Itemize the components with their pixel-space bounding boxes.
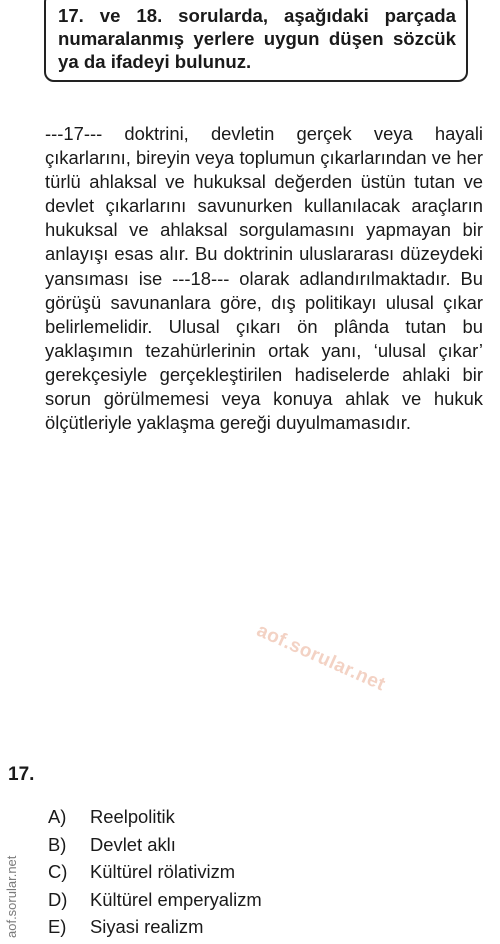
question-number: 17. [8, 764, 35, 785]
option-text: Kültürel emperyalizm [90, 888, 262, 910]
option-d[interactable] [48, 886, 262, 914]
option-letter: D) [48, 888, 68, 910]
option-letter: A) [48, 806, 67, 827]
option-letter: C) [48, 861, 68, 882]
option-text: Kültürel rölativizm [90, 861, 236, 882]
instruction-box [44, 0, 468, 82]
option-b[interactable] [48, 831, 262, 859]
option-c[interactable] [48, 858, 262, 886]
instruction-text: 17. ve 18. sorularda, aşağıdaki parçada numaralanmış yerlere uygun düşen sözcük ya da ifadeyi bulunuz. [58, 5, 456, 72]
option-letter: B) [48, 833, 67, 855]
reading-passage: ---17--- doktrini, devletin gerçek veya hayali çıkarlarını, bireyin veya toplumun çıkarlarından ve her türlü ahlaksal ve hukuksal değerden üstün tutan ve devlet çıkarlarını savunurken kullanılacak araçların hukuksal ve ahlaksal sorgulamasını yapmayan bir anlayışı esas alır. Bu doktrinin uluslararası düzeydeki yansıması ise ---18--- olarak adlandırılmaktadır. Bu görüşü savunanlara göre, dış politikayı ulusal çıkar belirlemelidir. Ulusal çıkarı ön plânda tutan bu yaklaşımın tezahürlerinin ortak yanı, ‘ulusal çıkar’ gerekçesiyle gerçekleştirilen hadiselerde ahlaki bir sorun görülmemesi veya konuya ahlak ve hukuk ölçütleriyle yaklaşma gereği duyulmamasıdır. [45, 123, 483, 434]
answer-options [48, 803, 262, 941]
side-watermark: aof.sorular.net [4, 855, 19, 938]
option-e[interactable] [48, 913, 262, 941]
option-text: Reelpolitik [90, 806, 175, 827]
option-a[interactable] [48, 803, 262, 831]
watermark: aof.sorular.net [253, 620, 389, 696]
option-text: Devlet aklı [90, 833, 176, 855]
option-text: Siyasi realizm [90, 916, 204, 937]
option-letter: E) [48, 916, 67, 937]
